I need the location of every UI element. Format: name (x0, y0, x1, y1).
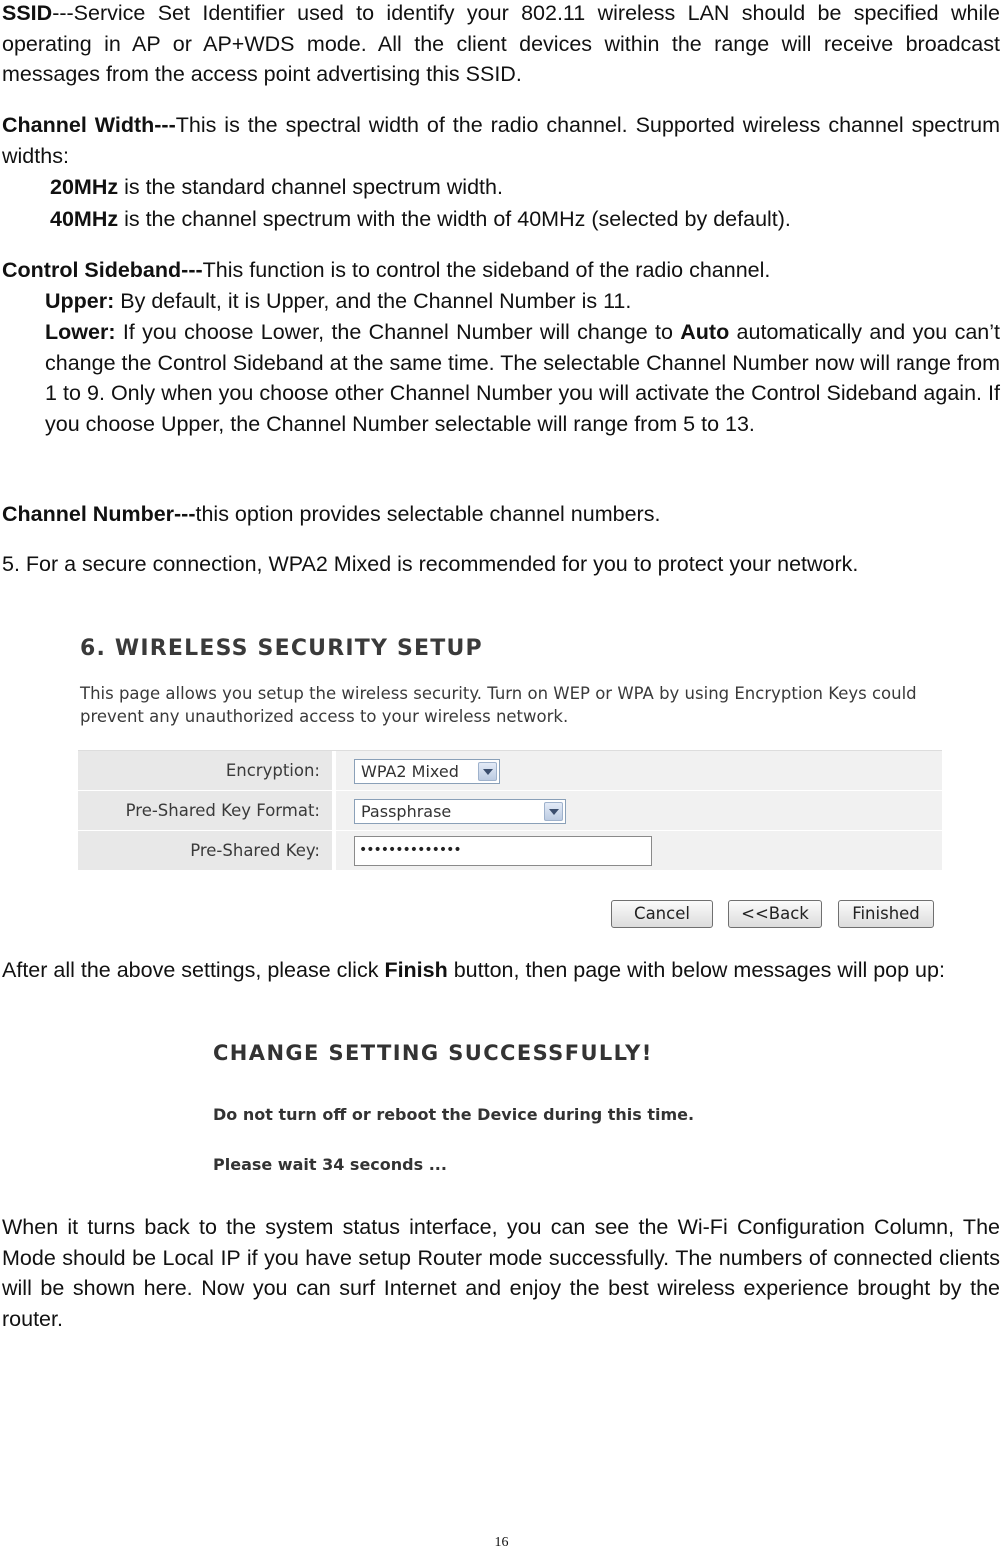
cw-20-term: 20MHz (50, 175, 119, 199)
chevron-down-icon[interactable] (544, 802, 563, 821)
encryption-value: WPA2 Mixed (361, 762, 459, 781)
security-setup-description: This page allows you setup the wireless security. Turn on WEP or WPA by using Encryption Keys could prevent any unauthorized access to your wireless network. (80, 684, 917, 726)
psk-format-row (78, 791, 942, 831)
control-sideband-paragraph (2, 255, 1000, 286)
channel-number-term: Channel Number--- (2, 502, 196, 526)
channel-number-text: this option provides selectable channel numbers. (195, 502, 661, 526)
after-finish: Finish (384, 958, 448, 982)
psk-row (78, 831, 942, 871)
lower-text-1: If you choose Lower, the Channel Number will change to (115, 320, 681, 344)
upper-text: By default, it is Upper, and the Channel Number is 11. (114, 289, 632, 313)
finished-button[interactable]: Finished (838, 900, 934, 928)
change-setting-success-screenshot (207, 1035, 767, 1195)
encryption-field-cell (336, 751, 942, 790)
lower-text-2: automatically and you can’t change the Control Sideband at the same time. The selectable Channel Number now will range from 1 to 9. Only when you choose other Channel Number you will activate the Control Sideband again. If you choose Upper, the Channel Number selectable will range from 5 to 13. (45, 320, 1000, 436)
wireless-security-setup-screenshot (78, 632, 942, 937)
ssid-term: SSID (2, 1, 53, 25)
psk-format-label: Pre-Shared Key Format: (78, 791, 332, 830)
step-5: 5. For a secure connection, WPA2 Mixed is recommended for you to protect your network. (2, 552, 859, 576)
psk-format-field-cell (336, 791, 942, 830)
upper-term: Upper: (45, 289, 115, 313)
channel-number-paragraph (2, 499, 1000, 530)
channel-width-paragraph (2, 110, 1000, 171)
security-setup-title: 6. WIRELESS SECURITY SETUP (80, 636, 483, 661)
psk-field-cell (336, 831, 942, 870)
cw-20-text: is the standard channel spectrum width. (118, 175, 503, 199)
page-number: 16 (494, 1535, 509, 1550)
psk-format-select[interactable] (354, 799, 566, 824)
after-text-2: button, then page with below messages will pop up: (447, 958, 945, 982)
psk-label: Pre-Shared Key: (78, 831, 332, 870)
success-line-2: Please wait 34 seconds ... (213, 1155, 447, 1174)
control-sideband-text: This function is to control the sideband of the radio channel. (202, 258, 771, 282)
sideband-upper (45, 286, 1000, 317)
ssid-text: ---Service Set Identifier used to identify your 802.11 wireless LAN should be specified while operating in AP or AP+WDS mode. All the client devices within the range will receive broadcast messages from the access point advertising this SSID. (2, 1, 1000, 86)
channel-width-20 (50, 172, 998, 203)
chevron-down-icon[interactable] (478, 762, 497, 781)
back-button[interactable]: <<Back (728, 900, 822, 928)
channel-width-text: This is the spectral width of the radio channel. Supported wireless channel spectrum widths: (2, 113, 1000, 168)
encryption-row (78, 751, 942, 791)
success-title: CHANGE SETTING SUCCESSFULLY! (213, 1041, 653, 1065)
control-sideband-term: Control Sideband--- (2, 258, 203, 282)
cw-40-text: is the channel spectrum with the width of 40MHz (selected by default). (118, 207, 791, 231)
success-line-1: Do not turn off or reboot the Device during this time. (213, 1105, 695, 1124)
encryption-label: Encryption: (78, 751, 332, 790)
final-paragraph: When it turns back to the system status interface, you can see the Wi-Fi Configuration Column, The Mode should be Local IP if you have setup Router mode successfully. The numbers of connected clients will be shown here. Now you can surf Internet and enjoy the best wireless experience brought by the router. (2, 1215, 1000, 1331)
security-form (78, 750, 942, 871)
channel-width-term: Channel Width--- (2, 113, 176, 137)
psk-format-value: Passphrase (361, 802, 452, 821)
channel-width-40 (50, 204, 998, 235)
cw-40-term: 40MHz (50, 207, 119, 231)
ssid-paragraph (2, 0, 1000, 90)
lower-auto: Auto (680, 320, 730, 344)
after-text-1: After all the above settings, please click (2, 958, 385, 982)
psk-input[interactable]: •••••••••••••• (354, 836, 652, 866)
encryption-select[interactable] (354, 759, 500, 784)
cancel-button[interactable]: Cancel (611, 900, 713, 928)
sideband-lower (45, 317, 1000, 439)
after-settings-paragraph (2, 955, 1000, 986)
lower-term: Lower: (45, 320, 116, 344)
